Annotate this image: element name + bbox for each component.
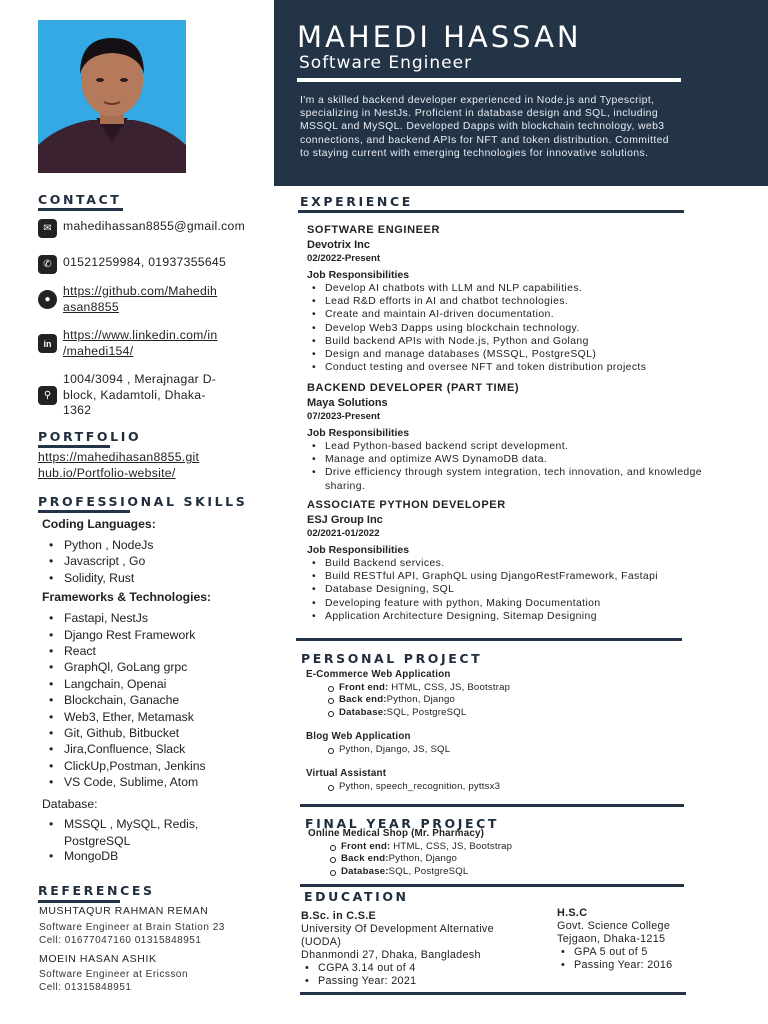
frameworks-title: Frameworks & Technologies: xyxy=(42,590,212,605)
experience-underline xyxy=(298,210,684,213)
list-item: • Solidity, Rust xyxy=(46,570,211,586)
location-pin-icon: ⚲ xyxy=(38,386,57,405)
list-item: • Manage and optimize AWS DynamoDB data. xyxy=(307,453,707,466)
skills-underline xyxy=(38,510,130,513)
bsc-university-short: (UODA) xyxy=(301,936,342,948)
list-item: • Fastapi, NestJs xyxy=(46,610,211,626)
personal-project-list xyxy=(306,669,510,793)
job-responsibilities xyxy=(307,282,707,374)
job-company: Devotrix Inc xyxy=(307,239,370,251)
final-project-name: Online Medical Shop (Mr. Pharmacy) xyxy=(308,828,485,839)
job-title: SOFTWARE ENGINEER xyxy=(307,224,441,236)
list-item: • Design and manage databases (MSSQL, PostgreSQL) xyxy=(307,348,707,361)
ref2-role: Software Engineer at Ericsson xyxy=(39,969,189,980)
portfolio-title: PORTFOLIO xyxy=(38,429,142,444)
experience-title: EXPERIENCE xyxy=(300,194,413,209)
list-item: • Build backend APIs with Node.js, Python and Golang xyxy=(307,335,707,348)
portfolio-link-line2[interactable]: hub.io/Portfolio-website/ xyxy=(38,465,176,480)
address-line3: 1362 xyxy=(63,403,92,417)
list-item: • Passing Year: 2016 xyxy=(557,959,672,972)
phone-icon: ✆ xyxy=(38,255,57,274)
list-item: Database:SQL, PostgreSQL xyxy=(308,866,512,878)
list-item: • Develop AI chatbots with LLM and NLP capabilities. xyxy=(307,282,707,295)
list-item: • ClickUp,Postman, Jenkins xyxy=(46,758,211,774)
coding-languages-list xyxy=(46,537,211,586)
list-item: • Blockchain, Ganache xyxy=(46,692,211,708)
education-bottom-divider xyxy=(300,992,686,995)
github-link-line2[interactable]: asan8855 xyxy=(63,299,119,314)
role-divider xyxy=(297,78,681,82)
list-item: • Conduct testing and oversee NFT and token distribution projects xyxy=(307,361,707,374)
list-item: • Passing Year: 2021 xyxy=(301,975,494,988)
linkedin-icon: in xyxy=(38,334,57,353)
email-icon: ✉ xyxy=(38,219,57,238)
ref1-cell: Cell: 01677047160 01315848951 xyxy=(39,935,202,946)
job-responsibilities xyxy=(307,557,707,623)
portfolio-link-line1[interactable]: https://mahedihasan8855.git xyxy=(38,450,200,464)
list-item: • GPA 5 out of 5 xyxy=(557,946,672,959)
final-project-title: FINAL YEAR PROJECT xyxy=(305,816,499,831)
references-underline xyxy=(38,900,120,903)
job-dates: 02/2022-Present xyxy=(307,253,381,264)
list-item: • Lead Python-based backend script development. xyxy=(307,440,707,453)
job-entry xyxy=(307,224,707,374)
project-title: Virtual Assistant xyxy=(306,768,387,780)
project-title: E-Commerce Web Application xyxy=(306,669,451,680)
frameworks-list xyxy=(46,610,211,790)
hsc-degree: H.S.C xyxy=(557,907,588,919)
list-item: • Django Rest Framework xyxy=(46,627,211,643)
references-title: REFERENCES xyxy=(38,883,155,898)
coding-languages-title: Coding Languages: xyxy=(42,517,156,531)
job-title: BACKEND DEVELOPER (PART TIME) xyxy=(307,382,520,394)
job-responsibilities-label: Job Responsibilities xyxy=(307,269,410,281)
list-item: Back end:Python, Django xyxy=(306,694,510,706)
job-dates: 02/2021-01/2022 xyxy=(307,528,380,539)
personal-project-title: PERSONAL PROJECT xyxy=(301,651,483,666)
list-item: • GraphQl, GoLang grpc xyxy=(46,659,211,675)
bsc-address: Dhanmondi 27, Dhaka, Bangladesh xyxy=(301,949,481,961)
list-item: Front end: HTML, CSS, JS, Bootstrap xyxy=(306,682,510,694)
skills-title: PROFESSIONAL SKILLS xyxy=(38,494,248,509)
project-title: Blog Web Application xyxy=(306,730,411,742)
education-title: EDUCATION xyxy=(304,889,409,904)
list-item: • Build Backend services. xyxy=(307,557,707,570)
job-entry xyxy=(307,499,707,623)
list-item: Back end:Python, Django xyxy=(308,853,512,865)
list-item: • MongoDB xyxy=(46,848,211,864)
list-item: • VS Code, Sublime, Atom xyxy=(46,774,211,790)
resume-role: Software Engineer xyxy=(299,53,473,73)
list-item: • Application Architecture Designing, Sitemap Designing xyxy=(307,610,707,623)
education-bsc xyxy=(301,910,494,988)
bsc-university: University Of Development Alternative xyxy=(301,923,494,935)
list-item: • MSSQL , MySQL, Redis, PostgreSQL xyxy=(46,816,211,848)
contact-phone xyxy=(38,255,226,274)
list-item: • Javascript , Go xyxy=(46,553,211,569)
github-icon: ● xyxy=(38,290,57,309)
list-item: • CGPA 3.14 out of 4 xyxy=(301,962,494,975)
job-company: Maya Solutions xyxy=(307,397,388,409)
list-item: • Database Designing, SQL xyxy=(307,583,707,596)
list-item: • Web3, Ether, Metamask xyxy=(46,709,211,725)
list-item: • Developing feature with python, Making Documentation xyxy=(307,597,707,610)
list-item: • Git, Github, Bitbucket xyxy=(46,725,211,741)
ref1-role: Software Engineer at Brain Station 23 xyxy=(39,922,225,933)
contact-address xyxy=(38,372,216,419)
contact-github[interactable] xyxy=(38,284,217,315)
job-company: ESJ Group Inc xyxy=(307,514,383,526)
contact-underline xyxy=(38,208,123,211)
job-responsibilities xyxy=(307,440,707,493)
github-link-line1[interactable]: https://github.com/Mahedih xyxy=(63,284,218,298)
ref1-name: MUSHTAQUR RAHMAN REMAN xyxy=(39,905,209,917)
final-project-details xyxy=(308,828,512,878)
database-title: Database: xyxy=(42,797,98,812)
linkedin-link-line1[interactable]: https://www.linkedin.com/in xyxy=(63,328,218,342)
skills-list xyxy=(40,517,211,869)
contact-title: CONTACT xyxy=(38,192,122,207)
experience-bottom-divider xyxy=(296,638,682,641)
list-item: Front end: HTML, CSS, JS, Bootstrap xyxy=(308,841,512,853)
job-entry xyxy=(307,382,707,493)
list-item: Python, Django, JS, SQL xyxy=(306,744,510,756)
final-project-divider xyxy=(300,884,684,887)
database-list xyxy=(46,816,211,864)
job-dates: 07/2023-Present xyxy=(307,411,381,422)
contact-email[interactable] xyxy=(38,219,245,238)
email-text: mahedihassan8855@gmail.com xyxy=(63,219,246,233)
bsc-degree: B.Sc. in C.S.E xyxy=(301,910,376,922)
list-item: • Jira,Confluence, Slack xyxy=(46,741,211,757)
address-line2: block, Kadamtoli, Dhaka- xyxy=(63,387,206,402)
list-item: • Lead R&D efforts in AI and chatbot technologies. xyxy=(307,295,707,308)
profile-photo xyxy=(38,20,186,173)
resume-name: MAHEDI HASSAN xyxy=(297,20,582,54)
linkedin-link-line2[interactable]: /mahedi154/ xyxy=(63,343,134,358)
job-responsibilities-label: Job Responsibilities xyxy=(307,544,410,556)
list-item: • React xyxy=(46,643,211,659)
list-item: Database:SQL, PostgreSQL xyxy=(306,707,510,719)
list-item: • Langchain, Openai xyxy=(46,676,211,692)
portfolio-underline xyxy=(38,445,110,448)
list-item: • Drive efficiency through system integration, tech innovation, and knowledge sharing. xyxy=(307,466,707,492)
profile-summary: I'm a skilled backend developer experienced in Node.js and Typescript, specializing in NestJs. Proficient in database design and SQL, including MSSQL and MySQL. Developed Dapps with blockchain technology, web3 connections, and backend APIs for NFT and token distribution. Committed to staying current with emerging technologies for innovative solutions. xyxy=(300,95,669,159)
hsc-address: Tejgaon, Dhaka-1215 xyxy=(557,933,666,945)
education-hsc xyxy=(557,907,672,972)
job-title: ASSOCIATE PYTHON DEVELOPER xyxy=(307,499,506,511)
list-item: • Develop Web3 Dapps using blockchain technology. xyxy=(307,322,707,335)
hsc-college: Govt. Science College xyxy=(557,920,671,932)
job-responsibilities-label: Job Responsibilities xyxy=(307,427,410,439)
list-item: • Create and maintain AI-driven documentation. xyxy=(307,308,707,321)
address-line1: 1004/3094 , Merajnagar D- xyxy=(63,372,217,386)
list-item: • Build RESTful API, GraphQL using DjangoRestFramework, Fastapi xyxy=(307,570,707,583)
list-item: • Python , NodeJs xyxy=(46,537,211,553)
ref2-cell: Cell: 01315848951 xyxy=(39,982,132,993)
contact-linkedin[interactable] xyxy=(38,328,217,359)
list-item: Python, speech_recognition, pyttsx3 xyxy=(306,781,510,793)
ref2-name: MOEIN HASAN ASHIK xyxy=(39,953,157,965)
phone-text: 01521259984, 01937355645 xyxy=(63,255,227,269)
personal-project-divider xyxy=(300,804,684,807)
